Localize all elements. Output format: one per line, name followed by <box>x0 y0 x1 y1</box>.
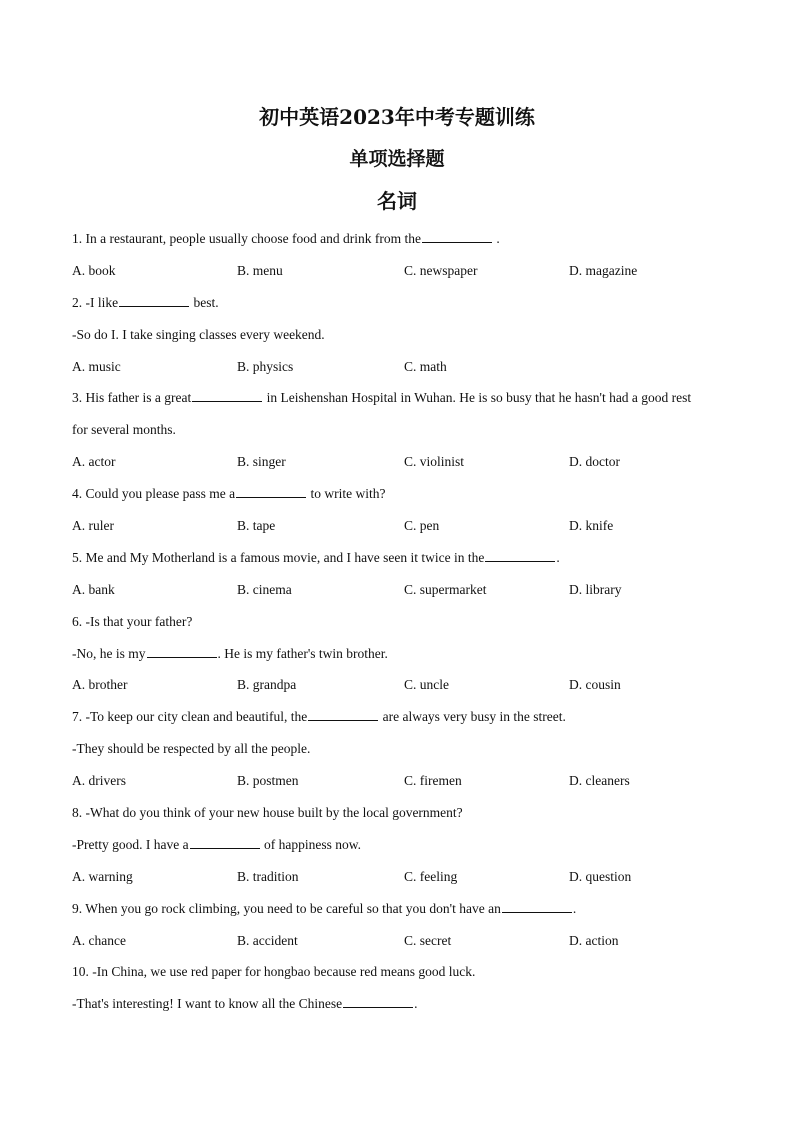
option-a: A. bank <box>72 581 115 597</box>
option-d: D. knife <box>569 518 614 534</box>
page-title: 初中英语2023年中考专题训练 <box>259 105 535 129</box>
option-d: D. action <box>569 932 619 948</box>
option-b: B. cinema <box>237 581 292 597</box>
question-6-options <box>72 672 732 704</box>
answer-blank <box>119 292 189 307</box>
topic-title: 名词 <box>377 189 417 213</box>
answer-blank <box>422 228 492 243</box>
option-a: A. ruler <box>72 518 114 534</box>
option-a: A. warning <box>72 868 133 884</box>
option-d: D. magazine <box>569 262 638 278</box>
question-8-options <box>72 864 732 896</box>
question-2-options <box>72 354 732 386</box>
question-10-stem: 10. -In China, we use red paper for hongbao because red means good luck. <box>72 964 476 980</box>
option-b: B. accident <box>237 932 298 948</box>
answer-blank <box>236 483 306 498</box>
option-a: A. brother <box>72 677 128 693</box>
question-4-stem: 4. Could you please pass me a to write with? <box>72 481 732 513</box>
question-7-stem: 7. -To keep our city clean and beautiful, the are always very busy in the street. <box>72 704 732 736</box>
option-c: C. supermarket <box>404 581 487 597</box>
option-c: C. secret <box>404 932 452 948</box>
question-5-stem: 5. Me and My Motherland is a famous movie, and I have seen it twice in the . <box>72 545 732 577</box>
question-2-stem: 2. -I like best. <box>72 290 732 322</box>
question-10-dialog: -That's interesting! I want to know all the Chinese . <box>72 991 732 1023</box>
option-d: D. cousin <box>569 677 621 693</box>
option-b: B. menu <box>237 262 283 278</box>
option-b: B. singer <box>237 454 286 470</box>
answer-blank <box>502 898 572 913</box>
answer-blank <box>147 643 217 658</box>
question-4-options <box>72 513 732 545</box>
question-list <box>72 226 732 1023</box>
option-d: D. library <box>569 581 622 597</box>
question-6-stem: 6. -Is that your father? <box>72 613 193 629</box>
question-1-stem: 1. In a restaurant, people usually choose food and drink from the . <box>72 226 732 258</box>
option-c: C. pen <box>404 518 440 534</box>
answer-blank <box>485 547 555 562</box>
option-d: D. cleaners <box>569 773 630 789</box>
option-b: B. tape <box>237 518 276 534</box>
option-b: B. postmen <box>237 773 299 789</box>
option-d: D. question <box>569 868 632 884</box>
question-6-dialog: -No, he is my . He is my father's twin brother. <box>72 641 732 673</box>
option-a: A. drivers <box>72 773 126 789</box>
question-9-stem: 9. When you go rock climbing, you need to be careful so that you don't have an . <box>72 896 732 928</box>
option-c: C. feeling <box>404 868 458 884</box>
question-8-stem: 8. -What do you think of your new house built by the local government? <box>72 805 463 821</box>
answer-blank <box>190 834 260 849</box>
answer-blank <box>343 993 413 1008</box>
option-a: A. music <box>72 358 121 374</box>
question-2-dialog: -So do I. I take singing classes every weekend. <box>72 326 325 342</box>
option-b: B. grandpa <box>237 677 297 693</box>
option-c: C. newspaper <box>404 262 478 278</box>
question-1-options <box>72 258 732 290</box>
answer-blank <box>192 387 262 402</box>
question-3-options <box>72 449 732 481</box>
option-c: C. uncle <box>404 677 449 693</box>
option-a: A. chance <box>72 932 126 948</box>
question-3-stem: 3. His father is a great in Leishenshan Hospital in Wuhan. He is so busy that he hasn't had a good rest <box>72 385 732 417</box>
question-9-options <box>72 928 732 960</box>
answer-blank <box>308 706 378 721</box>
question-8-dialog: -Pretty good. I have a of happiness now. <box>72 832 732 864</box>
title-block <box>0 100 794 218</box>
option-a: A. actor <box>72 454 116 470</box>
option-b: B. physics <box>237 358 294 374</box>
option-c: C. violinist <box>404 454 465 470</box>
option-b: B. tradition <box>237 868 299 884</box>
option-d: D. doctor <box>569 454 620 470</box>
option-a: A. book <box>72 262 116 278</box>
page-subtitle: 单项选择题 <box>349 148 445 170</box>
question-5-options <box>72 577 732 609</box>
option-c: C. math <box>404 358 447 374</box>
question-7-dialog: -They should be respected by all the people. <box>72 741 311 757</box>
option-c: C. firemen <box>404 773 462 789</box>
question-7-options <box>72 768 732 800</box>
question-3-stem-cont: for several months. <box>72 422 176 438</box>
